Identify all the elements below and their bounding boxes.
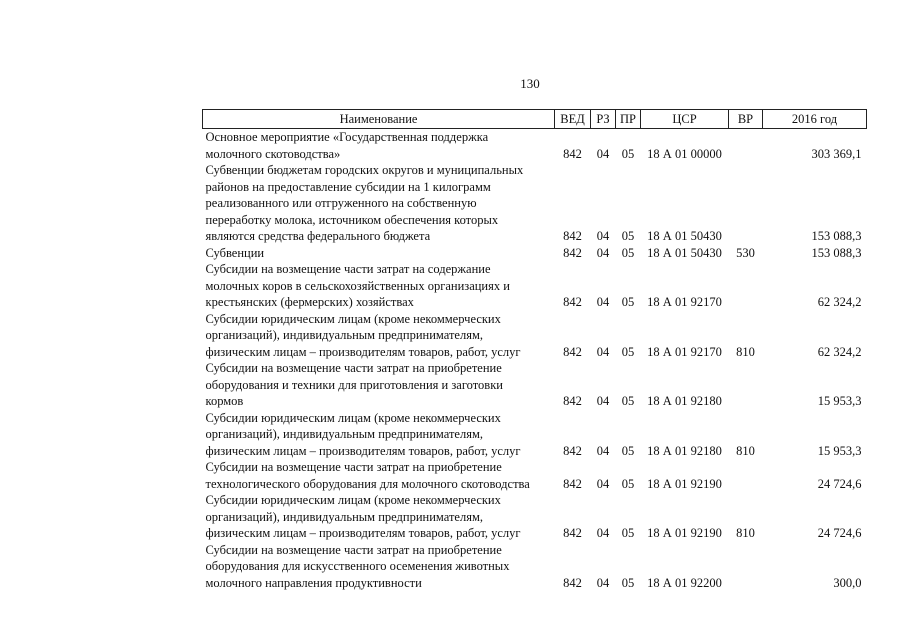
row-name-line: Субсидии юридическим лицам (кроме некоммерческих xyxy=(205,410,501,425)
table-row xyxy=(203,162,867,245)
row-pr: 05 xyxy=(621,443,635,458)
header-ved: ВЕД xyxy=(555,110,591,129)
row-vr xyxy=(729,542,763,592)
row-name-line: Основное мероприятие «Государственная поддержка xyxy=(205,130,489,144)
row-amount: 62 324,2 xyxy=(817,344,862,359)
table-row xyxy=(203,129,867,163)
row-name xyxy=(203,311,555,361)
row-csr: 18 А 01 00000 xyxy=(647,146,722,161)
row-rz: 04 xyxy=(596,295,610,309)
row-name-line: реализованного или отгруженного на собственную xyxy=(205,196,477,210)
row-name-line: организаций), индивидуальным предпринимателям, xyxy=(205,509,483,524)
row-amount: 303 369,1 xyxy=(811,146,862,161)
row-name xyxy=(203,360,555,410)
row-ved: 842 xyxy=(563,295,582,309)
row-ved: 842 xyxy=(563,443,582,458)
row-pr: 05 xyxy=(621,476,635,491)
row-ved: 842 xyxy=(563,229,582,243)
row-name-line: организаций), индивидуальным предпринимателям, xyxy=(205,427,483,441)
header-name: Наименование xyxy=(203,110,555,129)
row-name-line: Субсидии на возмещение части затрат на содержание xyxy=(205,262,491,276)
row-vr: 810 xyxy=(736,344,755,359)
table-row xyxy=(203,410,867,460)
row-name-line: Субсидии на возмещение части затрат на приобретение xyxy=(205,361,502,375)
row-ved: 842 xyxy=(563,526,582,540)
header-year: 2016 год xyxy=(763,110,867,129)
table-row xyxy=(203,311,867,361)
row-amount: 153 088,3 xyxy=(811,229,862,243)
row-ved: 842 xyxy=(563,394,582,408)
row-rz: 04 xyxy=(596,229,610,243)
row-csr: 18 А 01 92180 xyxy=(647,443,722,458)
row-vr: 810 xyxy=(736,443,755,458)
row-name-line: Субсидии на возмещение части затрат на приобретение xyxy=(205,460,502,474)
row-csr: 18 А 01 92190 xyxy=(647,476,722,491)
row-amount: 24 724,6 xyxy=(817,526,862,540)
row-name xyxy=(203,410,555,460)
table-row xyxy=(203,542,867,592)
row-vr xyxy=(729,459,763,492)
row-csr: 18 А 01 92170 xyxy=(647,344,722,359)
row-csr: 18 А 01 92180 xyxy=(647,394,722,408)
table-row xyxy=(203,492,867,542)
row-ved: 842 xyxy=(563,575,582,590)
header-vr: ВР xyxy=(729,110,763,129)
row-rz: 04 xyxy=(596,344,610,359)
row-rz: 04 xyxy=(596,394,610,408)
row-ved: 842 xyxy=(563,344,582,359)
row-name-line: физическим лицам – производителям товаров, работ, услуг xyxy=(205,443,521,458)
row-name-line: молочного направления продуктивности xyxy=(205,575,422,590)
row-vr xyxy=(729,162,763,245)
row-pr: 05 xyxy=(621,245,635,260)
row-name-line: оборудования и техники для приготовления и заготовки xyxy=(205,377,503,392)
row-name-line: крестьянских (фермерских) хозяйствах xyxy=(205,295,414,309)
row-vr: 810 xyxy=(736,526,755,540)
row-name-line: Субвенции xyxy=(205,245,265,260)
table-row xyxy=(203,245,867,262)
row-name-line: молочных коров в сельскохозяйственных организациях и xyxy=(205,278,510,293)
page-number: 130 xyxy=(520,76,540,91)
header-rz: РЗ xyxy=(591,110,616,129)
row-rz: 04 xyxy=(596,443,610,458)
row-csr: 18 А 01 50430 xyxy=(647,229,722,243)
table-body xyxy=(203,129,867,592)
row-name xyxy=(203,542,555,592)
row-csr: 18 А 01 92200 xyxy=(647,575,722,590)
row-csr: 18 А 01 92170 xyxy=(647,295,722,309)
row-name xyxy=(203,261,555,311)
row-csr: 18 А 01 92190 xyxy=(647,526,722,540)
row-name-line: Субсидии на возмещение части затрат на приобретение xyxy=(205,542,502,557)
row-amount: 62 324,2 xyxy=(817,295,862,309)
row-vr xyxy=(729,360,763,410)
row-name-line: оборудования для искусственного осеменения животных xyxy=(205,559,510,573)
row-amount: 15 953,3 xyxy=(817,443,862,458)
row-name xyxy=(203,492,555,542)
row-name xyxy=(203,129,555,163)
table-header xyxy=(203,110,867,129)
row-name-line: технологического оборудования для молочного скотоводства xyxy=(205,476,530,491)
row-amount: 24 724,6 xyxy=(817,476,862,491)
header-csr: ЦСР xyxy=(641,110,729,129)
row-ved: 842 xyxy=(563,476,582,491)
row-vr: 530 xyxy=(736,245,755,260)
row-rz: 04 xyxy=(596,146,610,161)
table-row xyxy=(203,360,867,410)
row-name-line: кормов xyxy=(205,394,244,408)
row-pr: 05 xyxy=(621,344,635,359)
row-name-line: молочного скотоводства» xyxy=(205,146,341,161)
row-name-line: переработку молока, источником обеспечения которых xyxy=(205,212,499,227)
row-name-line: Субвенции бюджетам городских округов и муниципальных xyxy=(205,163,524,177)
row-csr: 18 А 01 50430 xyxy=(647,245,722,260)
row-pr: 05 xyxy=(621,394,635,408)
row-vr xyxy=(729,129,763,163)
table-row xyxy=(203,261,867,311)
row-amount: 300,0 xyxy=(833,575,862,590)
row-rz: 04 xyxy=(596,575,610,590)
row-name-line: районов на предоставление субсидии на 1 килограмм xyxy=(205,179,491,194)
table-row xyxy=(203,459,867,492)
row-pr: 05 xyxy=(621,295,635,309)
row-name-line: физическим лицам – производителям товаров, работ, услуг xyxy=(205,344,521,359)
header-pr: ПР xyxy=(616,110,641,129)
row-pr: 05 xyxy=(621,229,635,243)
row-rz: 04 xyxy=(596,245,610,260)
row-name xyxy=(203,459,555,492)
row-name-line: Субсидии юридическим лицам (кроме некоммерческих xyxy=(205,311,501,326)
row-ved: 842 xyxy=(563,245,582,260)
row-amount: 153 088,3 xyxy=(811,245,862,260)
row-name xyxy=(203,245,555,262)
row-amount: 15 953,3 xyxy=(817,394,862,408)
budget-table xyxy=(202,109,867,591)
row-pr: 05 xyxy=(621,575,635,590)
row-name-line: Субсидии юридическим лицам (кроме некоммерческих xyxy=(205,493,501,507)
row-rz: 04 xyxy=(596,526,610,540)
row-name-line: физическим лицам – производителям товаров, работ, услуг xyxy=(205,526,521,540)
row-name-line: организаций), индивидуальным предпринимателям, xyxy=(205,328,483,342)
row-name xyxy=(203,162,555,245)
row-name-line: являются средства федерального бюджета xyxy=(205,229,431,243)
row-pr: 05 xyxy=(621,526,635,540)
row-rz: 04 xyxy=(596,476,610,491)
row-pr: 05 xyxy=(621,146,635,161)
row-vr xyxy=(729,261,763,311)
row-ved: 842 xyxy=(563,146,582,161)
